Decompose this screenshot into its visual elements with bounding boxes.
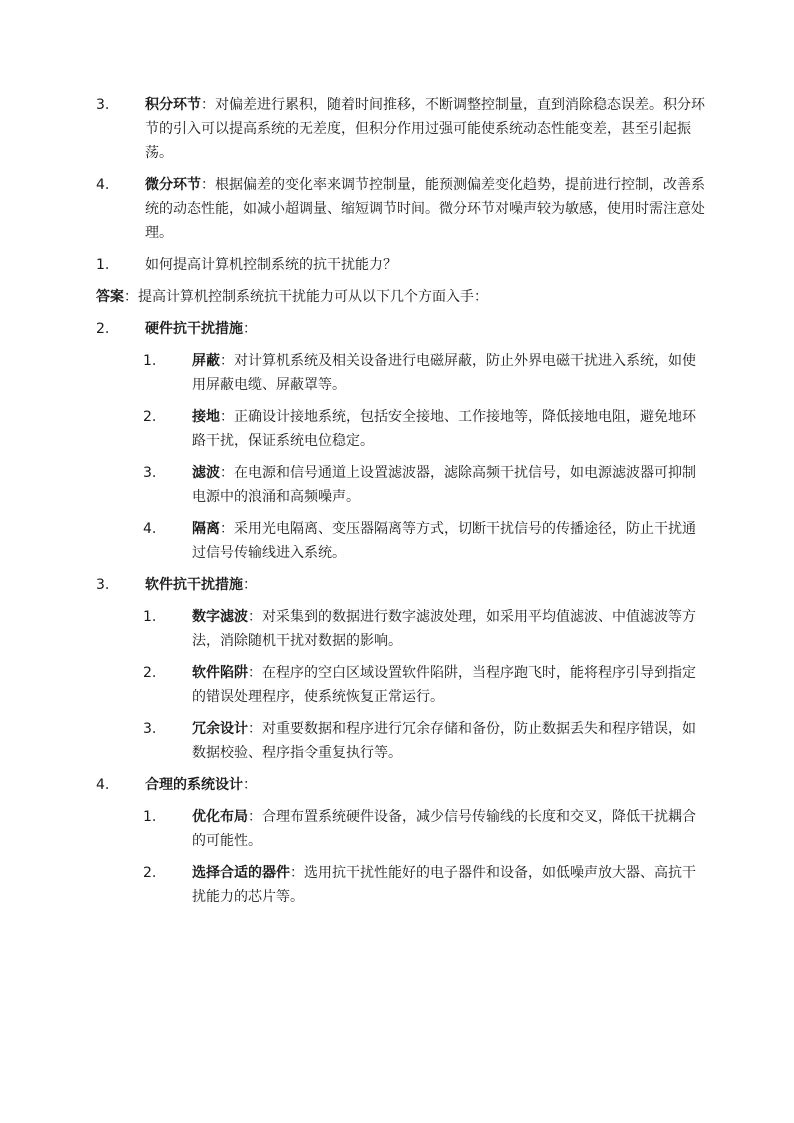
item-body: 对重要数据和程序进行冗余存储和备份，防止数据丢失和程序错误，如数据校验、程序指令重复执行等。	[192, 721, 696, 761]
list-number: 2.	[96, 321, 110, 337]
list-text: 冗余设计：对重要数据和程序进行冗余存储和备份，防止数据丢失和程序错误，如数据校验、程序指令重复执行等。	[192, 721, 696, 761]
item-body: 对偏差进行累积，随着时间推移，不断调整控制量，直到消除稳态误差。积分环节的引入可以提高系统的无差度，但积分作用过强可能使系统动态性能变差，甚至引起振荡。	[145, 97, 705, 161]
list-text: 接地：正确设计接地系统，包括安全接地、工作接地等，降低接地电阻，避免地环路干扰，保证系统电位稳定。	[192, 409, 696, 449]
answer-label: 答案	[96, 289, 124, 305]
list-number: 1.	[143, 353, 157, 369]
item-body: 对采集到的数据进行数字滤波处理，如采用平均值滤波、中值滤波等方法，消除随机干扰对数据的影响。	[192, 609, 696, 649]
item-body: 采用光电隔离、变压器隔离等方式，切断干扰信号的传播途径，防止干扰通过信号传输线进入系统。	[192, 521, 696, 561]
item-title: 微分环节	[145, 177, 201, 193]
list-text: 选择合适的器件：选用抗干扰性能好的电子器件和设备，如低噪声放大器、高抗干扰能力的芯片等。	[192, 865, 696, 905]
list-text: 屏蔽：对计算机系统及相关设备进行电磁屏蔽，防止外界电磁干扰进入系统，如使用屏蔽电缆、屏蔽罩等。	[192, 353, 696, 393]
item-body: 选用抗干扰性能好的电子器件和设备，如低噪声放大器、高抗干扰能力的芯片等。	[192, 865, 696, 905]
item-title: 选择合适的器件	[192, 865, 290, 881]
section-title: 硬件抗干扰措施	[145, 321, 243, 337]
section-title: 合理的系统设计	[145, 777, 243, 793]
item-title: 屏蔽	[192, 353, 220, 369]
item-title: 接地	[192, 409, 220, 425]
list-text: 数字滤波：对采集到的数据进行数字滤波处理，如采用平均值滤波、中值滤波等方法，消除随机干扰对数据的影响。	[192, 609, 696, 649]
list-number: 3.	[143, 721, 157, 737]
list-number: 2.	[143, 409, 157, 425]
item-body: 在电源和信号通道上设置滤波器，滤除高频干扰信号，如电源滤波器可抑制电源中的浪涌和高频噪声。	[192, 465, 696, 505]
list-text: 积分环节：对偏差进行累积，随着时间推移，不断调整控制量，直到消除稳态误差。积分环节的引入可以提高系统的无差度，但积分作用过强可能使系统动态性能变差，甚至引起振荡。	[145, 97, 705, 161]
list-text: 软件陷阱：在程序的空白区域设置软件陷阱，当程序跑飞时，能将程序引导到指定的错误处理程序，使系统恢复正常运行。	[192, 665, 696, 705]
list-number: 3.	[96, 97, 110, 113]
answer-body: 提高计算机控制系统抗干扰能力可从以下几个方面入手：	[138, 289, 488, 305]
list-number: 4.	[143, 521, 157, 537]
list-text: 隔离：采用光电隔离、变压器隔离等方式，切断干扰信号的传播途径，防止干扰通过信号传输线进入系统。	[192, 521, 696, 561]
item-body: 根据偏差的变化率来调节控制量，能预测偏差变化趋势，提前进行控制，改善系统的动态性能，如减小超调量、缩短调节时间。微分环节对噪声较为敏感，使用时需注意处理。	[145, 177, 705, 241]
question-text: 如何提高计算机控制系统的抗干扰能力？	[145, 257, 397, 273]
section-title-line: 硬件抗干扰措施：	[145, 321, 257, 337]
section-title-line: 合理的系统设计：	[145, 777, 257, 793]
answer-line: 答案：提高计算机控制系统抗干扰能力可从以下几个方面入手：	[96, 289, 488, 305]
item-title: 数字滤波	[192, 609, 248, 625]
item-title: 冗余设计	[192, 721, 248, 737]
item-title: 优化布局	[192, 809, 248, 825]
list-number: 4.	[96, 177, 110, 193]
item-body: 对计算机系统及相关设备进行电磁屏蔽，防止外界电磁干扰进入系统，如使用屏蔽电缆、屏蔽罩等。	[192, 353, 696, 393]
list-number: 1.	[96, 257, 110, 273]
item-title: 隔离	[192, 521, 220, 537]
item-title: 滤波	[192, 465, 220, 481]
item-title: 积分环节	[145, 97, 201, 113]
item-title: 软件陷阱	[192, 665, 248, 681]
list-text: 优化布局：合理布置系统硬件设备，减少信号传输线的长度和交叉，降低干扰耦合的可能性。	[192, 809, 696, 849]
list-text: 微分环节：根据偏差的变化率来调节控制量，能预测偏差变化趋势，提前进行控制，改善系统的动态性能，如减小超调量、缩短调节时间。微分环节对噪声较为敏感，使用时需注意处理。	[145, 177, 705, 241]
section-title-line: 软件抗干扰措施：	[145, 577, 257, 593]
item-body: 合理布置系统硬件设备，减少信号传输线的长度和交叉，降低干扰耦合的可能性。	[192, 809, 696, 849]
section-title: 软件抗干扰措施	[145, 577, 243, 593]
list-number: 4.	[96, 777, 110, 793]
list-number: 2.	[143, 865, 157, 881]
item-body: 正确设计接地系统，包括安全接地、工作接地等，降低接地电阻，避免地环路干扰，保证系统电位稳定。	[192, 409, 696, 449]
list-number: 1.	[143, 809, 157, 825]
list-number: 3.	[96, 577, 110, 593]
list-text: 滤波：在电源和信号通道上设置滤波器，滤除高频干扰信号，如电源滤波器可抑制电源中的浪涌和高频噪声。	[192, 465, 696, 505]
list-number: 3.	[143, 465, 157, 481]
list-number: 1.	[143, 609, 157, 625]
list-number: 2.	[143, 665, 157, 681]
item-body: 在程序的空白区域设置软件陷阱，当程序跑飞时，能将程序引导到指定的错误处理程序，使系统恢复正常运行。	[192, 665, 696, 705]
